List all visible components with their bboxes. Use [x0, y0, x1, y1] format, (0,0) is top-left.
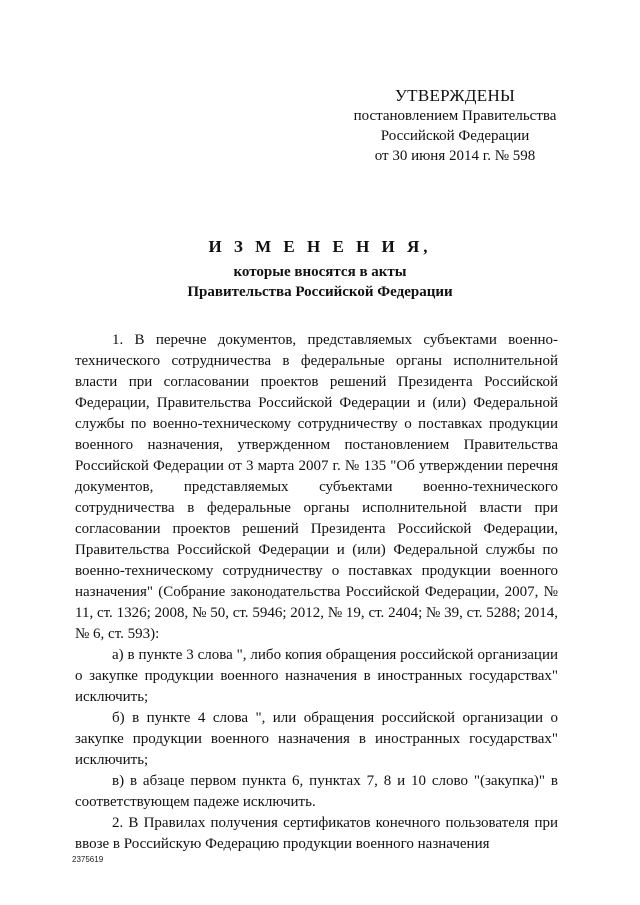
title-line-2: Правительства Российской Федерации: [187, 284, 453, 300]
document-body: [75, 330, 558, 855]
document-code: 2375619: [72, 855, 104, 864]
title-line-1: которые вносятся в акты: [233, 264, 407, 280]
paragraph-2: 2. В Правилах получения сертификатов конечного пользователя при ввозе в Российскую Федерацию продукции военного назначения: [75, 815, 558, 852]
approval-stamp: [335, 86, 575, 166]
paragraph-1: 1. В перечне документов, представляемых субъектами военно-технического сотрудничества в федеральные органы исполнительной власти при согласовании проектов решений Президента Российской Федерации, Правительства Российской Федерации и (или) Федеральной службы по военно-техническому сотрудничеству о поставках продукции военного назначения, утвержденном постановлением Правительства Российской Федерации от 3 марта 2007 г. № 135 "Об утверждении перечня документов, представляемых субъектами военно-технического сотрудничества в федеральные органы исполнительной власти при согласовании проектов решений Президента Российской Федерации, Правительства Российской Федерации и (или) Федеральной службы по военно-техническому сотрудничеству о поставках продукции военного назначения" (Собрание законодательства Российской Федерации, 2007, № 11, ст. 1326; 2008, № 50, ст. 5946; 2012, № 19, ст. 2404; № 39, ст. 5288; 2014, № 6, ст. 593):: [75, 332, 558, 642]
approval-line-3: от 30 июня 2014 г. № 598: [374, 148, 536, 164]
approval-line-1: постановлением Правительства: [353, 108, 557, 124]
approval-heading: УТВЕРЖДЕНЫ: [394, 86, 516, 105]
approval-line-2: Российской Федерации: [380, 128, 530, 144]
paragraph-1c: в) в абзаце первом пункта 6, пунктах 7, 8 и 10 слово "(закупка)" в соответствующем падеже исключить.: [75, 773, 558, 810]
paragraph-1a: а) в пункте 3 слова ", либо копия обращения российской организации о закупке продукции военного назначения в иностранных государствах" исключить;: [75, 647, 558, 705]
title-main: И З М Е Н Е Н И Я,: [208, 237, 432, 256]
document-title: [60, 236, 580, 302]
paragraph-1b: б) в пункте 4 слова ", или обращения российской организации о закупке продукции военного назначения в иностранных государствах" исключить;: [75, 710, 558, 768]
